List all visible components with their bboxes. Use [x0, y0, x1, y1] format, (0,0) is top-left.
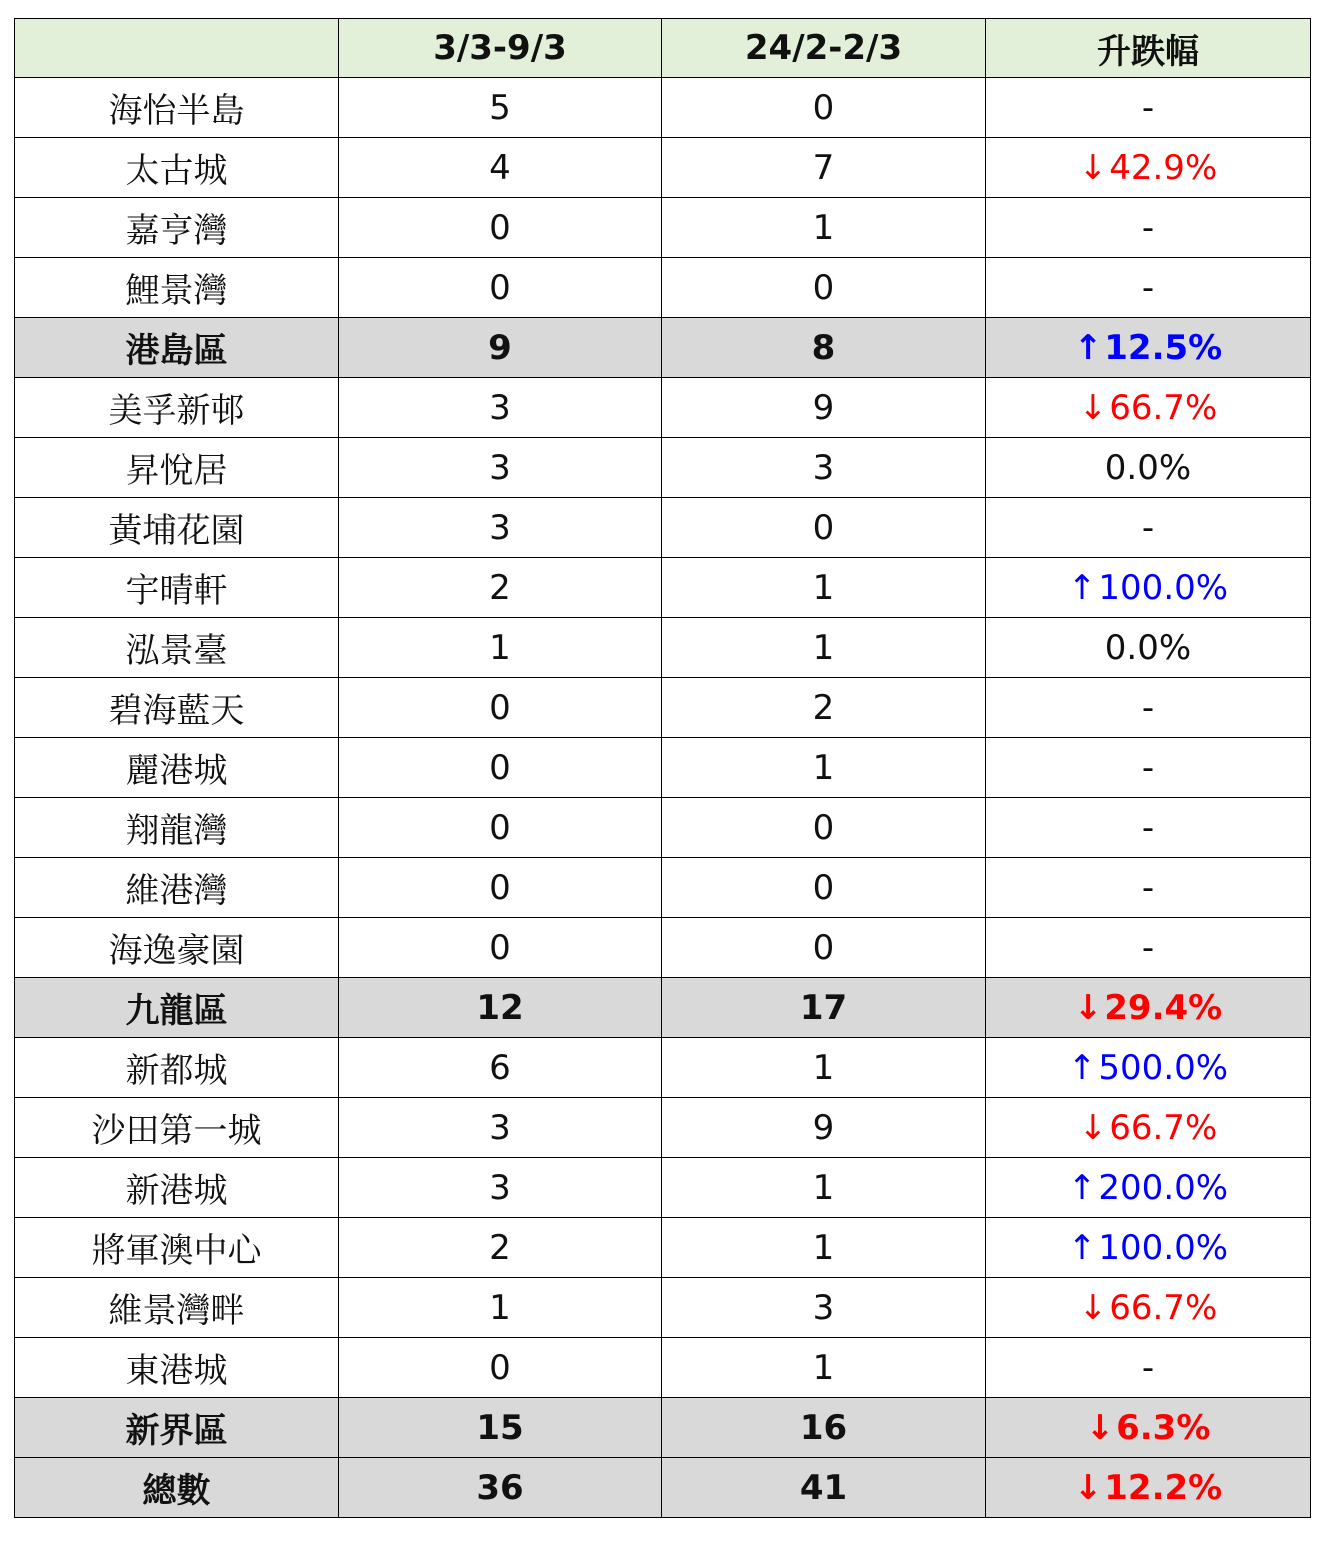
change-value: 500.0%: [1098, 1047, 1229, 1088]
estate-name-cell: 翔龍灣: [15, 798, 339, 858]
arrow-down-icon: ↓: [1078, 1287, 1108, 1328]
arrow-down-icon: ↓: [1073, 987, 1103, 1028]
subtotal-row: [15, 1458, 1311, 1518]
previous-count-cell: 7: [662, 138, 986, 198]
change-value: 200.0%: [1098, 1167, 1229, 1208]
previous-count-cell: 17: [662, 978, 986, 1038]
previous-count-cell: 8: [662, 318, 986, 378]
change-value: -: [1141, 807, 1155, 848]
previous-count-cell: 3: [662, 438, 986, 498]
previous-count-cell: 1: [662, 198, 986, 258]
current-count-cell: 0: [339, 198, 662, 258]
current-count-cell: 0: [339, 858, 662, 918]
current-count-cell: 15: [339, 1398, 662, 1458]
change-cell: [986, 138, 1311, 198]
estate-name-cell: 新港城: [15, 1158, 339, 1218]
estate-name-cell: 美孚新邨: [15, 378, 339, 438]
current-count-cell: 2: [339, 1218, 662, 1278]
change-value: 6.3%: [1116, 1407, 1211, 1448]
change-value: -: [1141, 867, 1155, 908]
transaction-table: [14, 18, 1311, 1518]
current-count-cell: 6: [339, 1038, 662, 1098]
previous-count-cell: 9: [662, 1098, 986, 1158]
arrow-up-icon: ↑: [1067, 1167, 1097, 1208]
change-cell: [986, 1398, 1311, 1458]
header-change: 升跌幅: [986, 19, 1311, 78]
arrow-down-icon: ↓: [1078, 1107, 1108, 1148]
estate-name-cell: 宇晴軒: [15, 558, 339, 618]
arrow-down-icon: ↓: [1078, 147, 1108, 188]
previous-count-cell: 0: [662, 798, 986, 858]
estate-name-cell: 新界區: [15, 1398, 339, 1458]
change-value: -: [1141, 687, 1155, 728]
arrow-down-icon: ↓: [1078, 387, 1108, 428]
table-row: [15, 798, 1311, 858]
change-value: 29.4%: [1104, 987, 1223, 1028]
arrow-up-icon: ↑: [1067, 1047, 1097, 1088]
change-cell: [986, 1338, 1311, 1398]
current-count-cell: 4: [339, 138, 662, 198]
change-cell: [986, 858, 1311, 918]
current-count-cell: 3: [339, 1158, 662, 1218]
change-cell: [986, 1038, 1311, 1098]
table-row: [15, 738, 1311, 798]
arrow-down-icon: ↓: [1085, 1407, 1115, 1448]
estate-name-cell: 黃埔花園: [15, 498, 339, 558]
table-row: [15, 1338, 1311, 1398]
header-row: [15, 19, 1311, 78]
change-cell: [986, 258, 1311, 318]
table-row: [15, 678, 1311, 738]
estate-name-cell: 鯉景灣: [15, 258, 339, 318]
change-cell: [986, 318, 1311, 378]
change-value: -: [1141, 87, 1155, 128]
change-value: -: [1141, 507, 1155, 548]
change-cell: [986, 798, 1311, 858]
current-count-cell: 1: [339, 1278, 662, 1338]
table-row: [15, 1218, 1311, 1278]
estate-name-cell: 碧海藍天: [15, 678, 339, 738]
current-count-cell: 2: [339, 558, 662, 618]
subtotal-row: [15, 1398, 1311, 1458]
change-cell: [986, 1218, 1311, 1278]
table-row: [15, 138, 1311, 198]
current-count-cell: 5: [339, 78, 662, 138]
estate-name-cell: 總數: [15, 1458, 339, 1518]
estate-name-cell: 麗港城: [15, 738, 339, 798]
table-row: [15, 918, 1311, 978]
change-cell: [986, 378, 1311, 438]
change-cell: [986, 1158, 1311, 1218]
previous-count-cell: 1: [662, 738, 986, 798]
change-cell: [986, 558, 1311, 618]
current-count-cell: 0: [339, 1338, 662, 1398]
previous-count-cell: 0: [662, 78, 986, 138]
table-row: [15, 1098, 1311, 1158]
header-current-period: 3/3-9/3: [339, 19, 662, 78]
previous-count-cell: 1: [662, 1158, 986, 1218]
change-cell: [986, 978, 1311, 1038]
change-cell: [986, 1458, 1311, 1518]
table-row: [15, 498, 1311, 558]
current-count-cell: 36: [339, 1458, 662, 1518]
estate-name-cell: 東港城: [15, 1338, 339, 1398]
previous-count-cell: 41: [662, 1458, 986, 1518]
arrow-up-icon: ↑: [1067, 567, 1097, 608]
table-row: [15, 198, 1311, 258]
previous-count-cell: 1: [662, 558, 986, 618]
change-value: 100.0%: [1098, 567, 1229, 608]
change-cell: [986, 738, 1311, 798]
change-cell: [986, 498, 1311, 558]
table-row: [15, 78, 1311, 138]
current-count-cell: 0: [339, 738, 662, 798]
change-value: 42.9%: [1109, 147, 1218, 188]
estate-name-cell: 新都城: [15, 1038, 339, 1098]
change-cell: [986, 198, 1311, 258]
change-value: -: [1141, 267, 1155, 308]
change-value: 100.0%: [1098, 1227, 1229, 1268]
previous-count-cell: 1: [662, 618, 986, 678]
change-cell: [986, 1278, 1311, 1338]
previous-count-cell: 0: [662, 258, 986, 318]
table-body: [15, 78, 1311, 1518]
table-row: [15, 1158, 1311, 1218]
table-row: [15, 258, 1311, 318]
table-row: [15, 618, 1311, 678]
previous-count-cell: 2: [662, 678, 986, 738]
current-count-cell: 0: [339, 798, 662, 858]
current-count-cell: 9: [339, 318, 662, 378]
table-row: [15, 1038, 1311, 1098]
estate-name-cell: 九龍區: [15, 978, 339, 1038]
table-row: [15, 558, 1311, 618]
table-row: [15, 438, 1311, 498]
current-count-cell: 3: [339, 498, 662, 558]
change-value: 66.7%: [1109, 1287, 1218, 1328]
change-cell: [986, 78, 1311, 138]
current-count-cell: 1: [339, 618, 662, 678]
table-row: [15, 858, 1311, 918]
arrow-up-icon: ↑: [1073, 327, 1103, 368]
estate-name-cell: 海逸豪園: [15, 918, 339, 978]
previous-count-cell: 3: [662, 1278, 986, 1338]
header-estate: [15, 19, 339, 78]
table-row: [15, 378, 1311, 438]
change-value: 12.2%: [1104, 1467, 1223, 1508]
current-count-cell: 12: [339, 978, 662, 1038]
current-count-cell: 0: [339, 258, 662, 318]
subtotal-row: [15, 978, 1311, 1038]
estate-name-cell: 將軍澳中心: [15, 1218, 339, 1278]
change-value: -: [1141, 747, 1155, 788]
change-value: -: [1141, 927, 1155, 968]
previous-count-cell: 9: [662, 378, 986, 438]
change-value: 12.5%: [1104, 327, 1223, 368]
previous-count-cell: 1: [662, 1338, 986, 1398]
change-value: 0.0%: [1104, 627, 1192, 668]
current-count-cell: 3: [339, 1098, 662, 1158]
previous-count-cell: 0: [662, 498, 986, 558]
previous-count-cell: 0: [662, 918, 986, 978]
estate-name-cell: 泓景臺: [15, 618, 339, 678]
header-previous-period: 24/2-2/3: [662, 19, 986, 78]
footnote: [14, 1541, 414, 1549]
change-cell: [986, 618, 1311, 678]
estate-name-cell: 昇悅居: [15, 438, 339, 498]
current-count-cell: 3: [339, 438, 662, 498]
change-value: -: [1141, 1347, 1155, 1388]
estate-name-cell: 港島區: [15, 318, 339, 378]
subtotal-row: [15, 318, 1311, 378]
change-cell: [986, 438, 1311, 498]
change-cell: [986, 918, 1311, 978]
estate-name-cell: 海怡半島: [15, 78, 339, 138]
current-count-cell: 0: [339, 678, 662, 738]
current-count-cell: 3: [339, 378, 662, 438]
previous-count-cell: 16: [662, 1398, 986, 1458]
arrow-down-icon: ↓: [1073, 1467, 1103, 1508]
previous-count-cell: 1: [662, 1038, 986, 1098]
previous-count-cell: 0: [662, 858, 986, 918]
current-count-cell: 0: [339, 918, 662, 978]
previous-count-cell: 1: [662, 1218, 986, 1278]
change-value: 0.0%: [1104, 447, 1192, 488]
estate-name-cell: 維港灣: [15, 858, 339, 918]
arrow-up-icon: ↑: [1067, 1227, 1097, 1268]
estate-name-cell: 沙田第一城: [15, 1098, 339, 1158]
change-value: 66.7%: [1109, 387, 1218, 428]
change-value: -: [1141, 207, 1155, 248]
change-value: 66.7%: [1109, 1107, 1218, 1148]
estate-name-cell: 維景灣畔: [15, 1278, 339, 1338]
change-cell: [986, 678, 1311, 738]
table-row: [15, 1278, 1311, 1338]
change-cell: [986, 1098, 1311, 1158]
estate-name-cell: 嘉亨灣: [15, 198, 339, 258]
estate-name-cell: 太古城: [15, 138, 339, 198]
